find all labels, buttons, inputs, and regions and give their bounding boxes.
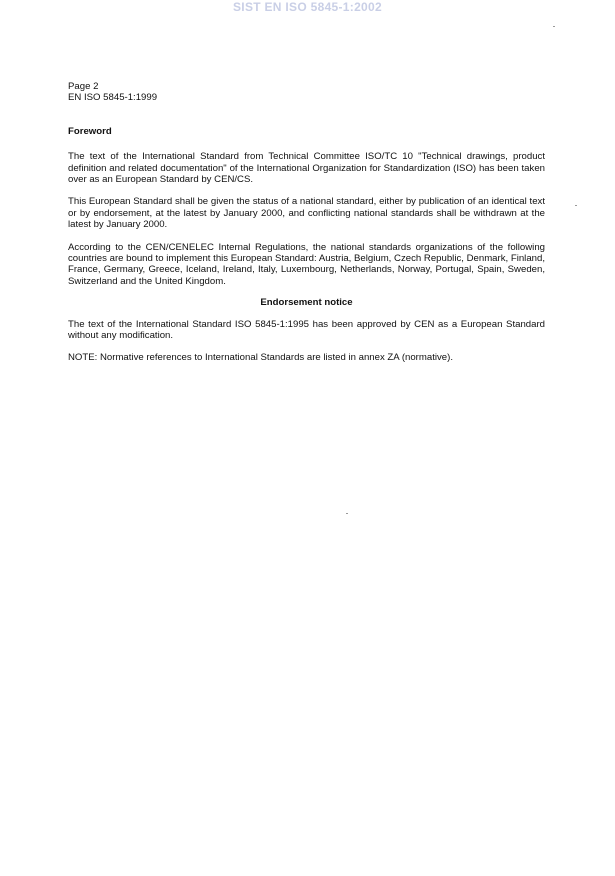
page-number: Page 2: [68, 81, 99, 92]
foreword-heading: Foreword: [68, 125, 112, 137]
scan-speck: [575, 205, 577, 206]
foreword-paragraph-1: The text of the International Standard from Technical Committee ISO/TC 10 "Technical drawings, product definition and related documentation" of the International Organization for Standardization (ISO) has been taken over as an European Standard by CEN/CS.: [68, 151, 545, 186]
document-page: [68, 81, 545, 363]
endorsement-paragraph: The text of the International Standard ISO 5845-1:1995 has been approved by CEN as a European Standard without any modification.: [68, 318, 545, 342]
scan-speck: [553, 26, 555, 27]
normative-note: NOTE: Normative references to International Standards are listed in annex ZA (normative).: [68, 351, 453, 363]
standard-reference: EN ISO 5845-1:1999: [68, 92, 158, 104]
foreword-paragraph-3: According to the CEN/CENELEC Internal Regulations, the national standards organizations of the following countries are bound to implement this European Standard: Austria, Belgium, Czech Republic, Denmark, Finland, France, Germany, Greece, Iceland, Ireland, Italy, Luxembourg, Netherlands, Norway, Portugal, Spain, Sweden, Switzerland and the United Kingdom.: [68, 241, 545, 287]
document-watermark: SIST EN ISO 5845-1:2002: [233, 0, 382, 14]
scan-speck: [346, 513, 348, 514]
endorsement-heading: Endorsement notice: [260, 297, 353, 309]
foreword-paragraph-2: This European Standard shall be given the status of a national standard, either by publication of an identical text or by endorsement, at the latest by January 2000, and conflicting national standards shall be withdrawn at the latest by January 2000.: [68, 196, 545, 231]
